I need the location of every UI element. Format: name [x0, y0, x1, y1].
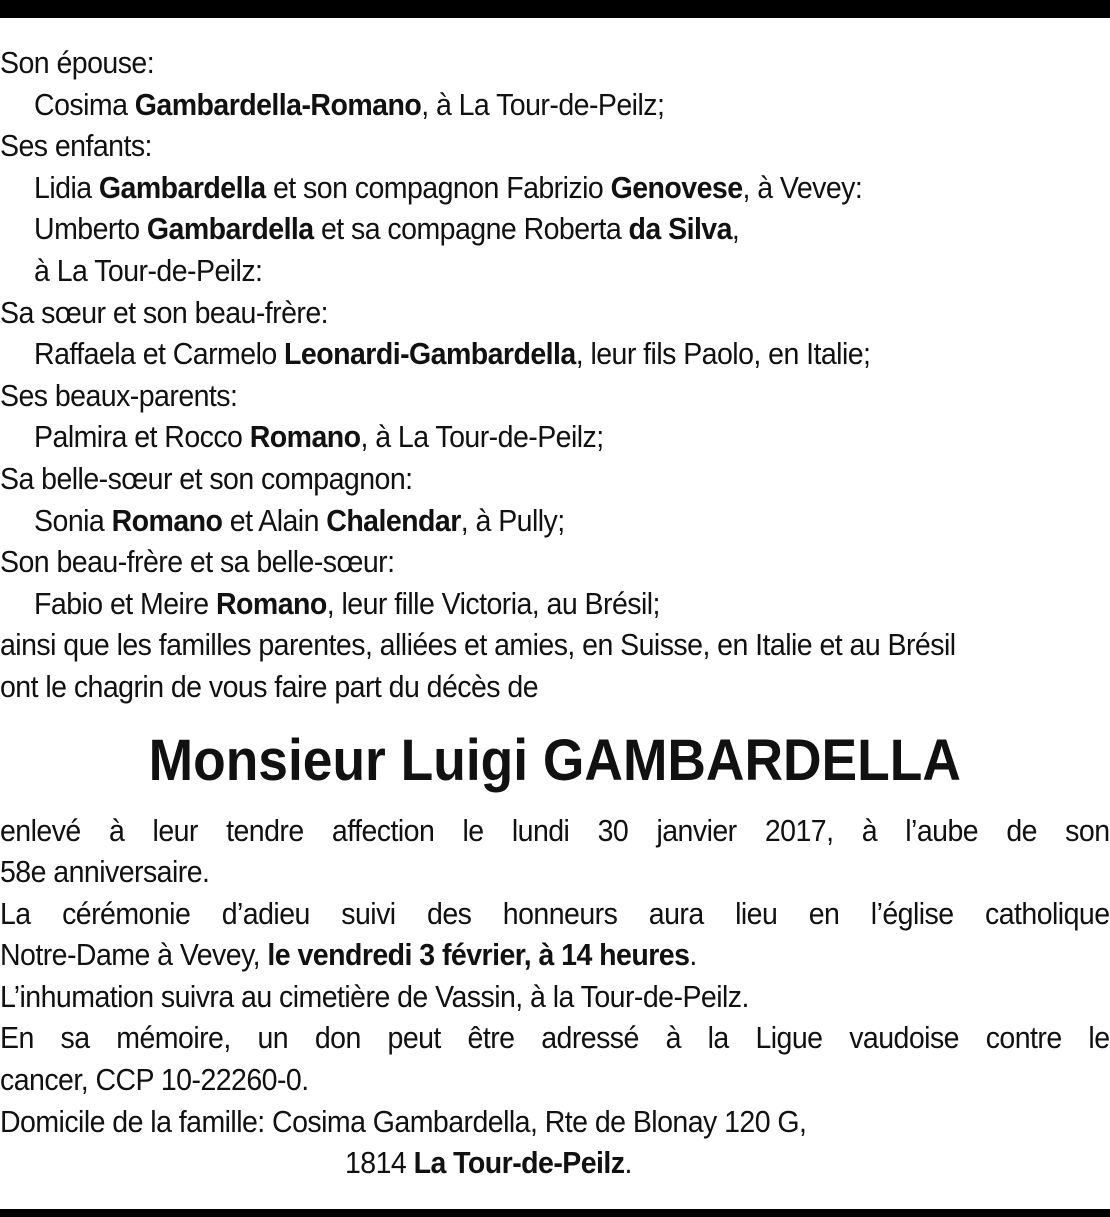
family-list: [0, 42, 1021, 624]
relation-entry: [0, 84, 1021, 126]
entry-text: et Alain: [222, 502, 327, 538]
relation-label: Ses enfants:: [0, 128, 152, 164]
body-line: 58e anniversaire.: [0, 854, 210, 890]
body-line: En sa mémoire, un don peut être adressé à la Ligue vaudoise contre le: [0, 1020, 1110, 1056]
family-name: Romano: [111, 502, 223, 538]
announcement-line: ont le chagrin de vous faire part du décès de: [0, 668, 538, 704]
entry-text: Palmira et Rocco: [34, 419, 250, 455]
body-line: enlevé à leur tendre affection le lundi 30 janvier 2017, à l’aube de son: [0, 812, 1110, 848]
ceremony-line: [0, 934, 1021, 976]
entry-text: ,: [731, 211, 740, 247]
relation-label: Ses beaux-parents:: [0, 377, 238, 413]
deceased-name: Monsieur Luigi GAMBARDELLA: [148, 727, 961, 793]
body-line: L’inhumation suivra au cimetière de Vassin, à la Tour-de-Peilz.: [0, 978, 749, 1014]
city-end: .: [624, 1145, 632, 1181]
relation-entry: [0, 208, 1021, 250]
family-name: Gambardella: [98, 169, 266, 205]
relation-entry: [0, 416, 1021, 458]
entry-text: Umberto: [34, 211, 147, 247]
entry-text: Cosima: [34, 86, 135, 122]
relation-label: Sa belle-sœur et son compagnon:: [0, 460, 413, 496]
city-name: La Tour-de-Peilz: [413, 1145, 625, 1181]
entry-text: et sa compagne Roberta: [313, 211, 629, 247]
entry-text: Fabio et Meire: [34, 585, 216, 621]
family-name: da Silva: [628, 211, 732, 247]
relation-entry: [0, 583, 1021, 625]
ceremony-end: .: [689, 937, 697, 973]
entry-text: , à La Tour-de-Peilz;: [360, 419, 604, 455]
family-name: Romano: [249, 419, 361, 455]
postal-code: 1814: [345, 1145, 414, 1181]
entry-text: , à Vevey:: [742, 169, 863, 205]
entry-text: Raffaela et Carmelo: [34, 336, 285, 372]
relation-label: Sa sœur et son beau-frère:: [0, 294, 329, 330]
entry-text: , leur fille Victoria, au Brésil;: [326, 585, 660, 621]
entry-text: Lidia: [34, 169, 99, 205]
relation-label: Son beau-frère et sa belle-sœur:: [0, 544, 395, 580]
family-line: ainsi que les familles parentes, alliées et amies, en Suisse, en Italie et au Brésil: [0, 627, 956, 663]
ceremony-date: le vendredi 3 février, à 14 heures: [267, 937, 690, 973]
top-rule: [0, 0, 1110, 18]
entry-text: , à Pully;: [460, 502, 565, 538]
body-line: La cérémonie d’adieu suivi des honneurs aura lieu en l’église catholique: [0, 895, 1110, 931]
entry-text: , à La Tour-de-Peilz;: [421, 86, 665, 122]
relation-label: Son épouse:: [0, 45, 155, 80]
bottom-rule: [0, 1209, 1110, 1217]
family-name: Leonardi-Gambardella: [284, 336, 576, 372]
entry-text: , leur fils Paolo, en Italie;: [575, 336, 871, 372]
relation-entry: à La Tour-de-Peilz:: [34, 252, 263, 288]
family-name: Romano: [215, 585, 327, 621]
entry-text: Sonia: [34, 502, 112, 538]
obituary-notice: [0, 42, 1110, 1184]
relation-entry: [0, 500, 1021, 542]
family-name: Gambardella: [146, 211, 314, 247]
domicile-line: Domicile de la famille: Cosima Gambardella, Rte de Blonay 120 G,: [0, 1103, 807, 1139]
family-name: Genovese: [610, 169, 743, 205]
family-name: Chalendar: [326, 502, 461, 538]
domicile-city-line: [0, 1142, 1021, 1184]
relation-entry: [0, 167, 1021, 209]
ceremony-place: Notre-Dame à Vevey,: [0, 937, 268, 973]
relation-entry: [0, 333, 1021, 375]
family-name: Gambardella-Romano: [134, 86, 422, 122]
body-line: cancer, CCP 10-22260-0.: [0, 1062, 309, 1098]
entry-text: et son compagnon Fabrizio: [265, 169, 611, 205]
